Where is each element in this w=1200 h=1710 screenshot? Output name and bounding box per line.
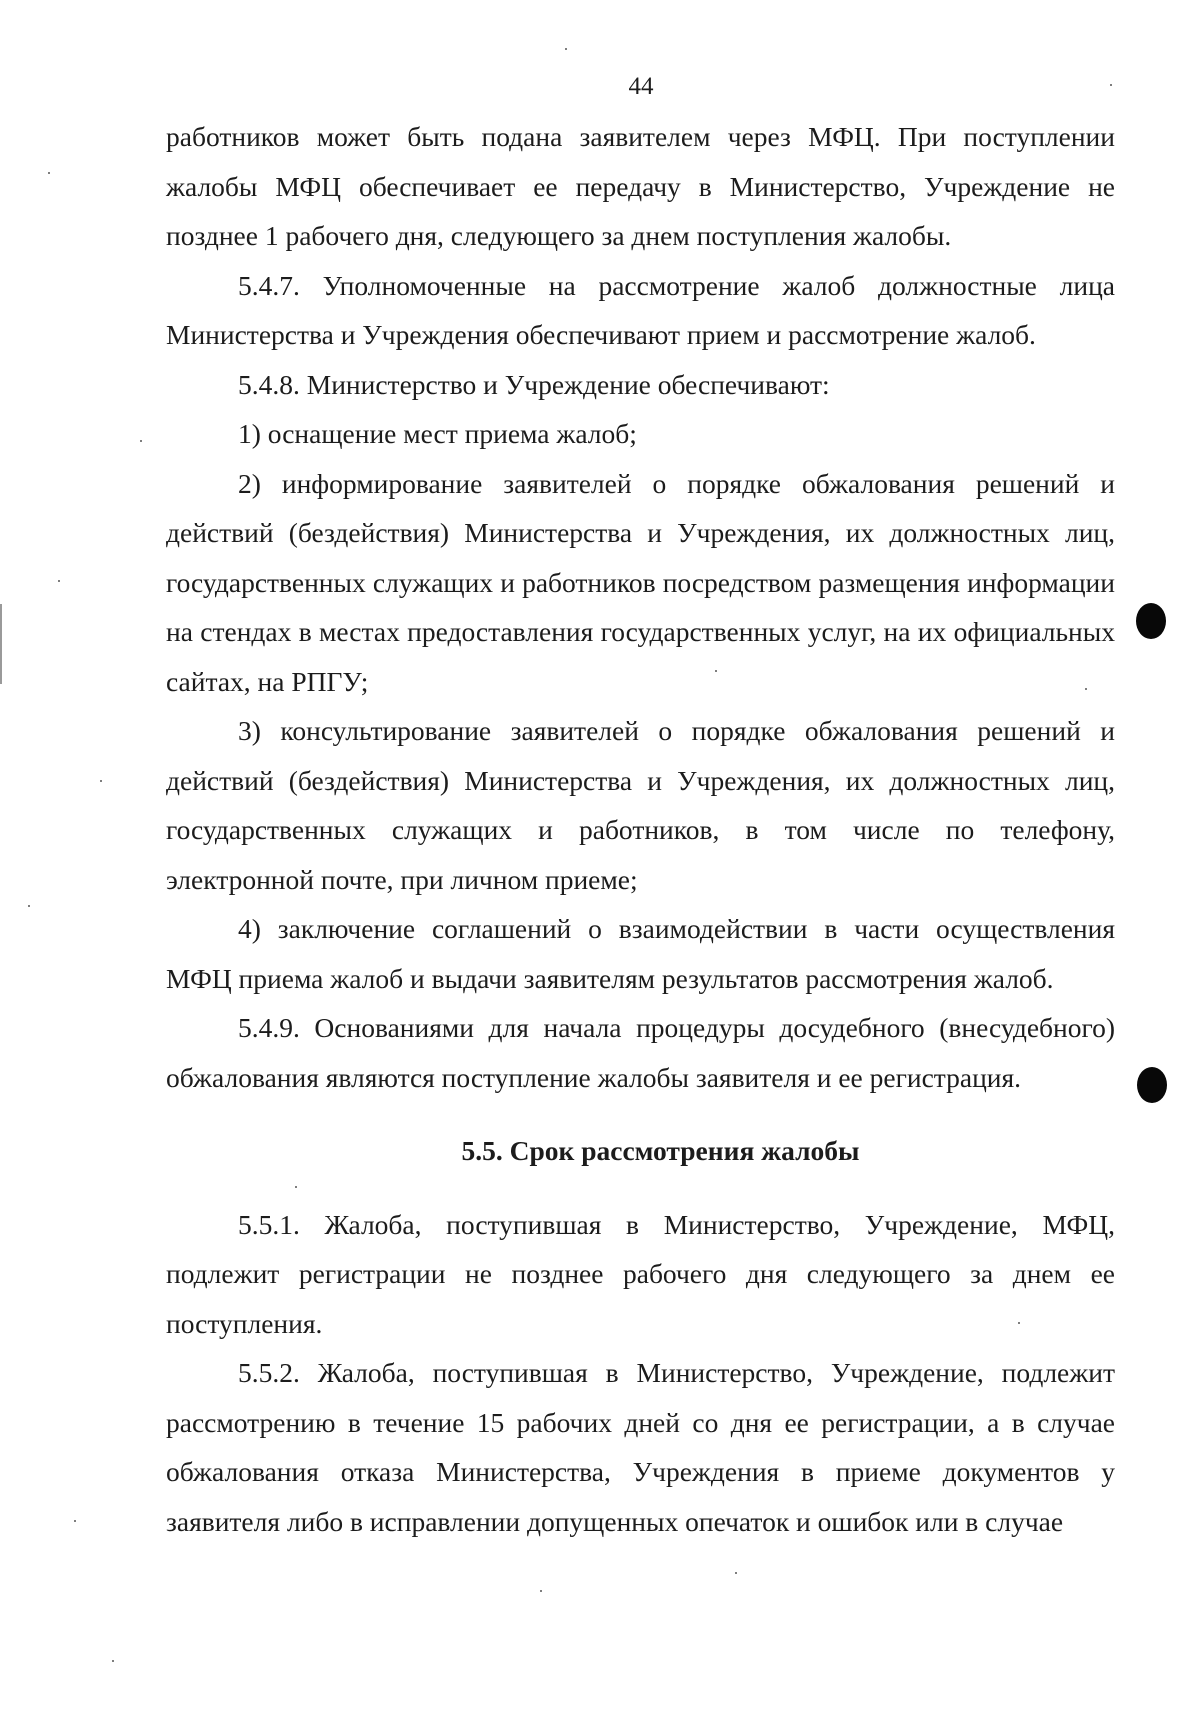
paragraph-5-5-1: 5.5.1. Жалоба, поступившая в Министерство, Учреждение, МФЦ, подлежит регистрации не позднее рабочего дня следующего за днем ее поступления. — [166, 1208, 1115, 1339]
paragraph-5-5-2: 5.5.2. Жалоба, поступившая в Министерство, Учреждение, подлежит рассмотрению в течение 15 рабочих дней со дня ее регистрации, а в случае обжалования отказа Министерства, Учреждения в приеме документов у заявителя либо в исправлении допущенных опечаток и ошибок или в случае — [166, 1357, 1115, 1537]
scan-speck — [74, 1520, 76, 1522]
paragraph-5-4-8: 5.4.8. Министерство и Учреждение обеспечивают: — [238, 368, 830, 400]
list-item-3: 3) консультирование заявителей о порядке обжалования решений и действий (бездействия) Министерства и Учреждения, их должностных лиц, государственных служащих и работников, в том числе по телефону, электронной почте, при личном приеме; — [166, 715, 1115, 895]
scan-speck — [1110, 84, 1112, 86]
scan-speck — [715, 670, 717, 672]
body-text — [166, 112, 1115, 1546]
paragraph-continuation: работников может быть подана заявителем через МФЦ. При поступлении жалобы МФЦ обеспечивает ее передачу в Министерство, Учреждение не позднее 1 рабочего дня, следующего за днем поступления жалобы. — [166, 121, 1115, 251]
scan-speck — [1018, 1322, 1020, 1324]
scan-speck — [48, 172, 50, 174]
page-number: 44 — [628, 73, 654, 100]
scan-speck — [28, 905, 30, 907]
scan-speck — [540, 1590, 542, 1592]
list-item-1: 1) оснащение мест приема жалоб; — [238, 418, 637, 449]
punch-hole-mark — [1136, 603, 1166, 639]
scan-speck — [565, 48, 567, 50]
paragraph-5-4-7: 5.4.7. Уполномоченные на рассмотрение жалоб должностные лица Министерства и Учреждения обеспечивают прием и рассмотрение жалоб. — [166, 269, 1115, 350]
scan-speck — [112, 1660, 114, 1662]
list-item-4: 4) заключение соглашений о взаимодействии в части осуществления МФЦ приема жалоб и выдачи заявителям результатов рассмотрения жалоб. — [166, 913, 1115, 994]
punch-hole-mark — [1137, 1067, 1167, 1103]
paragraph-5-4-9: 5.4.9. Основаниями для начала процедуры досудебного (внесудебного) обжалования являются поступление жалобы заявителя и ее регистрация. — [166, 1012, 1115, 1093]
scan-edge-mark — [0, 604, 2, 684]
scan-speck — [295, 1186, 297, 1188]
scan-speck — [100, 780, 102, 782]
scan-speck — [140, 440, 142, 442]
scan-speck — [735, 1572, 737, 1574]
list-item-2: 2) информирование заявителей о порядке обжалования решений и действий (бездействия) Министерства и Учреждения, их должностных лиц, государственных служащих и работников посредством размещения информации на стендах в местах предоставления государственных услуг, на их официальных сайтах, на РПГУ; — [166, 467, 1115, 697]
section-heading: 5.5. Срок рассмотрения жалобы — [461, 1135, 860, 1166]
scan-speck — [1085, 688, 1087, 690]
scan-speck — [58, 580, 60, 582]
